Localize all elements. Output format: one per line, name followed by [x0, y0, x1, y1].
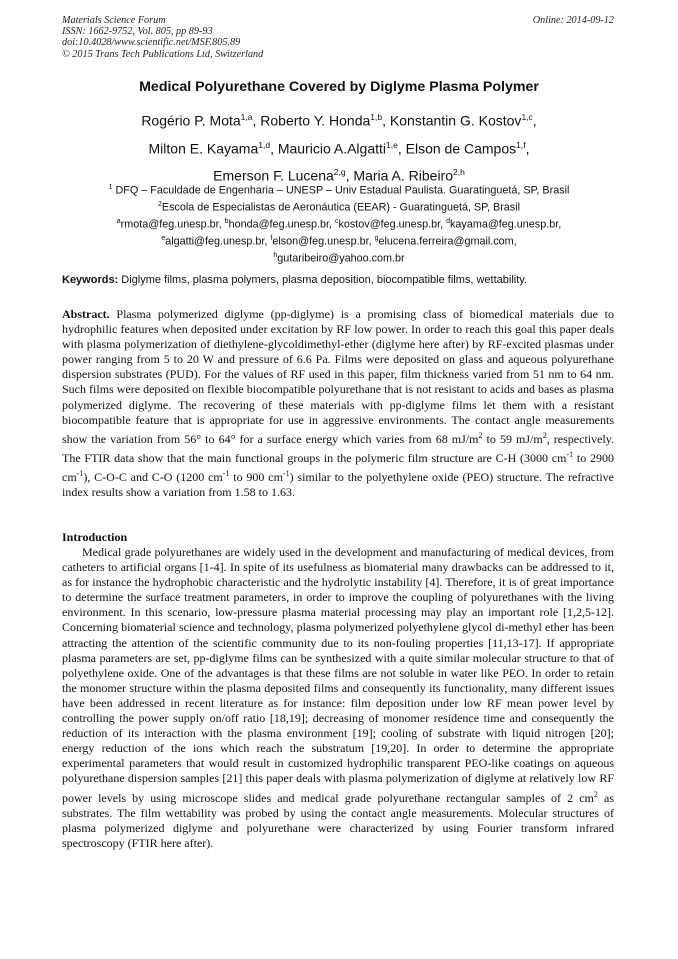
affiliation-2: $^2$Escola de Especialistas de Aeronáutica (EEAR) - Guaratinguetá, SP, Brasil — [158, 201, 520, 214]
abstract: Abstract. Plasma polymerized diglyme (pp-diglyme) is a promising class of biomedical materials due to hydrophilic features when deposited under excitation by RF low power. In order to reach this goal this paper deals with plasma polymerization of diethylene-glycoldimethyl-ether (diglyme here after) by RF-excited plasmas under power ranging from 5 to 20 W and pressure of 6.6 Pa. Films were deposited on glass and aqueous polyurethane dispersion substrates (PUD). For the values of RF used in this paper, film thickness varied from 51 nm to 64 nm. Such films were deposited on flexible biocompatible polyurethane that is not resistant to acids and bases as plasma polymerized diglyme. The recovering of these materials with pp-diglyme films let them with a resistant biocompatible feature that is appropriate for use in aggressive environments. The contact angle measurements show the variation from 56° to 64° for a surface energy which varies from 68 $mJ/m^2$ to 59 $mJ/m^2$, respectively. The FTIR data show that the main functional groups in the polymeric film structure are C-H (3000 $cm^{-1}$ to 2900 $cm^{-1}$), C-O-C and C-O (1200 $cm^{-1}$ to 900 $cm^{-1}$) similar to the polyethylene oxide (PEO) structure. The refractive index results show a variation from 1.58 to 1.63. — [62, 307, 615, 500]
author-line-1: Rogério P. Mota$^{1,a}$, Roberto Y. Honda$^{1,b}$, Konstantin G. Kostov$^{1,c}$, — [141, 112, 537, 129]
journal-name: Materials Science Forum — [62, 15, 166, 26]
author-name: Rogério P. Mota — [141, 112, 241, 129]
affiliation-1: $^1$ DFQ – Faculdade de Engenharia – UNESP – Univ Estadual Paulista. Guaratinguetá, SP, Brasil — [108, 184, 570, 197]
online-date: Online: 2014-09-12 — [532, 15, 614, 26]
keywords-text: Diglyme films, plasma polymers, plasma deposition, biocompatible films, wettability. — [118, 274, 528, 286]
author-name: Milton E. Kayama — [148, 140, 259, 157]
email-link[interactable]: kayama@feg.unesp.br, — [450, 218, 562, 231]
author-sup: 1,a — [240, 112, 253, 122]
author-name: Emerson F. Lucena — [213, 167, 334, 184]
keywords — [62, 274, 622, 286]
keywords-label: Keywords: — [62, 274, 119, 286]
section-heading-introduction: Introduction — [62, 530, 128, 544]
affiliations — [0, 181, 678, 266]
email-link[interactable]: algatti@feg.unesp.br, — [165, 235, 271, 248]
author-line-3: Emerson F. Lucena$^{2,g}$, Maria A. Ribeiro$^{2,h}$ — [213, 167, 465, 184]
author-name: Maria A. Ribeiro — [353, 167, 453, 184]
author-name: Konstantin G. Kostov — [389, 112, 522, 129]
author-sup: 1,f — [516, 139, 526, 150]
email-line-2: $^e$algatti@feg.unesp.br, $^f$elson@feg.unesp.br, $^g$elucena.ferreira@gmail.com, — [161, 235, 517, 248]
author-name: Elson de Campos — [405, 140, 517, 157]
email-link[interactable]: gutaribeiro@yahoo.com.br — [277, 252, 405, 265]
author-sup: 1,b — [370, 112, 383, 122]
email-line-3: $^h$gutaribeiro@yahoo.com.br — [273, 252, 405, 265]
doi-line: doi:10.4028/www.scientific.net/MSF.805.89 — [62, 37, 241, 49]
author-line-2: Milton E. Kayama$^{1,d}$, Mauricio A.Algatti$^{1,e}$, Elson de Campos$^{1,f}$, — [148, 139, 530, 157]
email-line-1: $^a$rmota@feg.unesp.br, $^b$honda@feg.unesp.br, $^c$kostov@feg.unesp.br, $^d$kayama@feg.unesp.br, — [116, 218, 562, 231]
journal-header — [62, 15, 263, 60]
email-link[interactable]: elson@feg.unesp.br, — [272, 235, 375, 248]
author-sup: 2,g — [333, 167, 346, 178]
issn-line: ISSN: 1662-9752, Vol. 805, pp 89-93 — [62, 26, 213, 38]
author-sup: 1,e — [386, 139, 398, 150]
copyright-line: © 2015 Trans Tech Publications Ltd, Switzerland — [62, 48, 264, 60]
author-name: Mauricio A.Algatti — [277, 140, 387, 157]
email-link[interactable]: honda@feg.unesp.br, — [228, 218, 335, 231]
paper-title: Medical Polyurethane Covered by Diglyme Plasma Polymer — [139, 79, 539, 95]
abstract-label: Abstract. — [62, 307, 110, 321]
email-link[interactable]: kostov@feg.unesp.br, — [338, 218, 447, 231]
introduction-paragraph: Medical grade polyurethanes are widely used in the development and manufacturing of medical devices, from catheters to artificial organs [1-4]. In spite of its usefulness as biomaterial many drawbacks can be addressed to it, as for instance the hydrophobic characteristic and the hydrolytic instability [4]. Therefore, it is of great importance to determine the surface treatment parameters, in order to improve the coupling of polyurethanes with the living environment. In this scenario, low-pressure plasma material processing may play an important role [1,2,5-12]. Concerning biomaterial science and technology, plasma polymerized polyethylene glycol di-methyl ether has been attracting the attention of the scientific community due to its non-fouling properties [11,13-17]. If appropriate plasma parameters are set, pp-diglyme films can be synthesized with a quite similar molecular structure to that of polyethylene oxide. One of the advantages is that these films are not soluble in water like PEO. In order to retain the monomer structure within the plasma deposited films and consequently its functionality, many different issues have been addressed in recent literature as for instance: film deposition under low RF mean power level by controlling the power supply on/off ratio [18,19]; decreasing of monomer residence time and consequently the reduction of its interaction with the plasma environment [19]; cooling of substrate with liquid nitrogen [20]; energy reduction of the ions which reach the substratum [19,20]. In order to determine the appropriate experimental parameters that would result in customized hydrophilic transparent PEO-like coatings on aqueous polyurethane dispersion samples [21] this paper deals with plasma polymerization of diglyme at relatively low RF power levels by using microscope slides and medical grade polyurethane rectangular samples of 2 $cm^2$ as substrates. The film wettability was probed by using the contact angle measurements. Molecular structures of plasma polymerized diglyme and polyurethane were characterized by using Fourier transform infrared spectroscopy (FTIR here after). — [62, 545, 615, 850]
email-link[interactable]: rmota@feg.unesp.br, — [120, 218, 225, 231]
author-sup: 2,h — [453, 167, 465, 178]
author-list — [0, 105, 678, 188]
author-name: Roberto Y. Honda — [260, 112, 371, 129]
email-link[interactable]: elucena.ferreira@gmail.com, — [378, 235, 517, 248]
author-sup: 1,c — [521, 112, 533, 122]
author-sup: 1,d — [258, 139, 271, 150]
